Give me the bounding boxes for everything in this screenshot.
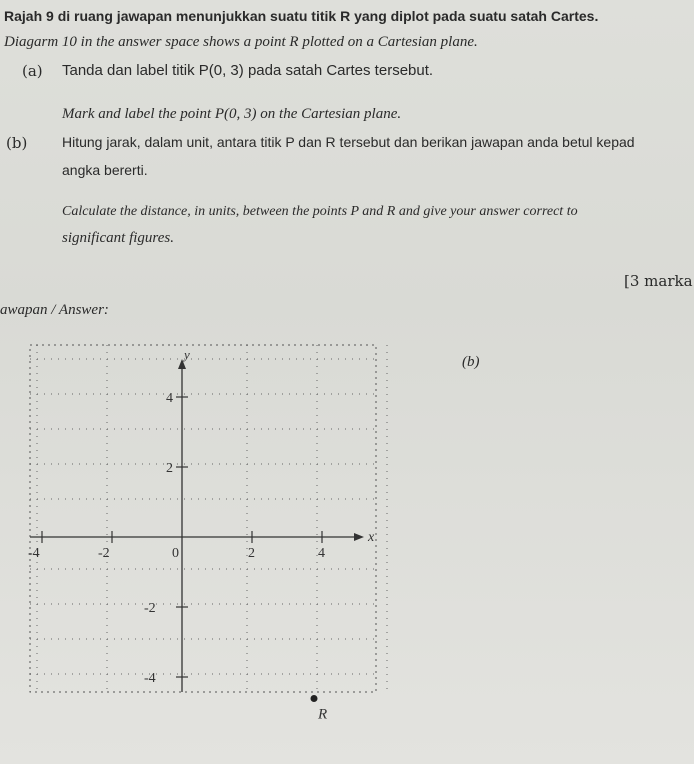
x-axis-label: x: [368, 530, 375, 545]
part-b-text-malay-1: Hitung jarak, dalam unit, antara titik P dan R tersebut dan berikan jawapan anda betul kepad: [62, 134, 635, 150]
answer-part-b-label: (b): [462, 354, 480, 370]
part-a-text-malay: Tanda dan label titik P(0, 3) pada satah Cartes tersebut.: [62, 62, 434, 79]
point-r-label: R: [318, 706, 328, 723]
part-b-label: (b): [6, 134, 28, 152]
x-axis-arrow: [354, 533, 364, 541]
cartesian-plane: [0, 340, 400, 723]
part-b-text-english-2: significant figures.: [62, 230, 174, 246]
y-tick-label: -2: [144, 601, 156, 616]
y-tick-label: 2: [166, 461, 173, 476]
part-a-label: (a): [22, 62, 43, 80]
y-tick-label: 4: [166, 391, 173, 406]
x-tick-label: -4: [28, 546, 40, 561]
y-tick-label: -4: [144, 671, 156, 686]
x-tick-label: 2: [248, 546, 255, 561]
grid-border: [30, 345, 376, 692]
x-tick-label: -2: [98, 546, 110, 561]
x-tick-label: 0: [172, 546, 179, 561]
part-b-text-malay-2: angka bererti.: [62, 162, 148, 178]
marks-label: [3 marka: [624, 272, 693, 290]
point-r-marker: [311, 695, 318, 702]
part-b-text-english-1: Calculate the distance, in units, between the points P and R and give your answer correct to: [62, 204, 578, 219]
question-intro-malay: Rajah 9 di ruang jawapan menunjukkan suatu titik R yang diplot pada suatu satah Cartes.: [4, 8, 599, 24]
answer-heading: awapan / Answer:: [0, 302, 109, 318]
question-intro-english: Diagarm 10 in the answer space shows a point R plotted on a Cartesian plane.: [4, 34, 478, 50]
part-a-text-english: Mark and label the point P(0, 3) on the Cartesian plane.: [62, 106, 402, 122]
y-axis-label: y: [184, 347, 190, 362]
x-tick-label: 4: [318, 546, 325, 561]
